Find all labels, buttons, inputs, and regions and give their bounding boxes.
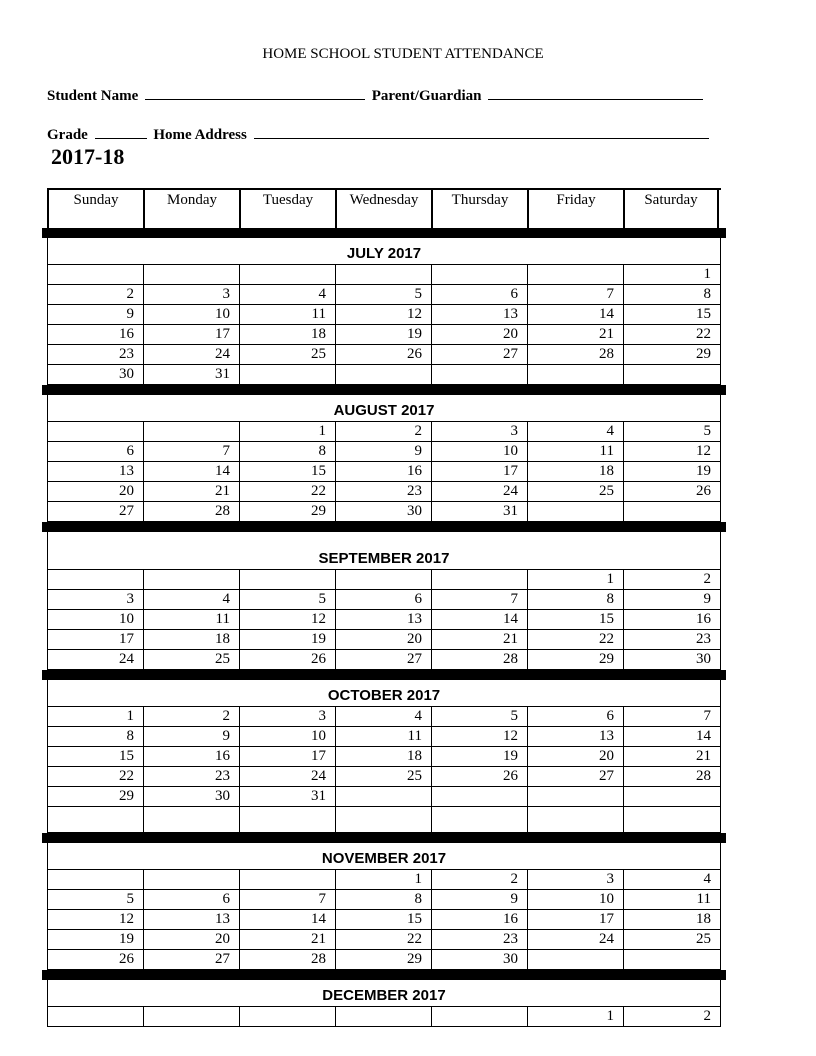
month-title: OCTOBER 2017 — [47, 680, 721, 707]
day-cell[interactable] — [623, 787, 721, 806]
weekday-header: Friday — [527, 190, 623, 228]
day-cell[interactable]: 23 — [335, 482, 431, 501]
day-cell[interactable]: 25 — [143, 650, 239, 669]
day-cell[interactable] — [335, 807, 431, 832]
day-cell[interactable] — [143, 870, 239, 889]
day-cell[interactable]: 17 — [143, 325, 239, 344]
day-cell[interactable]: 5 — [335, 285, 431, 304]
day-cell[interactable]: 4 — [143, 590, 239, 609]
day-cell[interactable]: 29 — [335, 950, 431, 969]
day-cell[interactable]: 18 — [527, 462, 623, 481]
week-row — [47, 442, 721, 462]
parent-guardian-label: Parent/Guardian — [371, 88, 482, 104]
day-cell[interactable]: 6 — [527, 707, 623, 726]
day-cell[interactable]: 14 — [431, 610, 527, 629]
day-cell[interactable] — [47, 807, 143, 832]
page-title: HOME SCHOOL STUDENT ATTENDANCE — [262, 46, 544, 62]
school-year: 2017-18 — [51, 144, 125, 169]
day-cell[interactable]: 13 — [143, 910, 239, 929]
day-cell[interactable]: 18 — [239, 325, 335, 344]
day-cell[interactable] — [527, 787, 623, 806]
day-cell[interactable]: 24 — [143, 345, 239, 364]
day-cell[interactable]: 2 — [47, 285, 143, 304]
week-row — [47, 590, 721, 610]
day-cell[interactable] — [527, 807, 623, 832]
day-cell[interactable]: 20 — [431, 325, 527, 344]
day-cell[interactable]: 17 — [431, 462, 527, 481]
day-cell[interactable]: 15 — [623, 305, 721, 324]
day-cell[interactable]: 6 — [143, 890, 239, 909]
day-cell[interactable]: 8 — [527, 590, 623, 609]
week-row — [47, 325, 721, 345]
day-cell[interactable]: 29 — [239, 502, 335, 521]
day-cell[interactable] — [47, 870, 143, 889]
day-cell[interactable]: 26 — [47, 950, 143, 969]
day-cell[interactable]: 15 — [47, 747, 143, 766]
day-cell[interactable]: 31 — [239, 787, 335, 806]
week-row — [47, 747, 721, 767]
day-cell[interactable] — [143, 265, 239, 284]
student-name-field[interactable] — [145, 86, 365, 100]
day-cell[interactable]: 28 — [527, 345, 623, 364]
day-cell[interactable]: 19 — [335, 325, 431, 344]
day-cell[interactable]: 1 — [47, 707, 143, 726]
day-cell[interactable]: 14 — [623, 727, 721, 746]
week-row — [47, 707, 721, 727]
day-cell[interactable] — [623, 807, 721, 832]
day-cell[interactable]: 3 — [527, 870, 623, 889]
day-cell[interactable]: 10 — [239, 727, 335, 746]
day-cell[interactable]: 12 — [431, 727, 527, 746]
day-cell[interactable]: 15 — [239, 462, 335, 481]
day-cell[interactable]: 9 — [143, 727, 239, 746]
grade-row — [47, 125, 712, 144]
day-cell[interactable]: 30 — [623, 650, 721, 669]
week-row — [47, 422, 721, 442]
day-cell[interactable] — [143, 422, 239, 441]
day-cell[interactable] — [623, 950, 721, 969]
day-cell[interactable]: 23 — [623, 630, 721, 649]
day-cell[interactable]: 1 — [527, 1007, 623, 1026]
day-cell[interactable]: 29 — [623, 345, 721, 364]
week-row — [47, 930, 721, 950]
month-divider-bar — [42, 833, 726, 843]
day-cell[interactable]: 1 — [527, 570, 623, 589]
home-address-field[interactable] — [254, 125, 709, 139]
day-cell[interactable]: 22 — [239, 482, 335, 501]
week-row — [47, 910, 721, 930]
day-cell[interactable]: 14 — [143, 462, 239, 481]
day-cell[interactable]: 2 — [623, 1007, 721, 1026]
day-cell[interactable] — [431, 807, 527, 832]
day-cell[interactable]: 10 — [143, 305, 239, 324]
day-cell[interactable]: 29 — [47, 787, 143, 806]
week-row — [47, 890, 721, 910]
day-cell[interactable]: 30 — [335, 502, 431, 521]
day-cell[interactable]: 26 — [431, 767, 527, 786]
month-divider-bar — [42, 670, 726, 680]
day-cell[interactable] — [431, 1007, 527, 1026]
day-cell[interactable]: 1 — [335, 870, 431, 889]
day-cell[interactable]: 13 — [335, 610, 431, 629]
week-row — [47, 787, 721, 807]
day-cell[interactable]: 20 — [527, 747, 623, 766]
day-cell[interactable]: 18 — [623, 910, 721, 929]
weekday-header: Wednesday — [335, 190, 431, 228]
day-cell[interactable] — [47, 265, 143, 284]
week-row — [47, 502, 721, 522]
day-cell[interactable]: 12 — [335, 305, 431, 324]
day-cell[interactable]: 2 — [623, 570, 721, 589]
day-cell[interactable]: 27 — [335, 650, 431, 669]
day-cell[interactable] — [431, 365, 527, 384]
day-cell[interactable] — [143, 570, 239, 589]
day-cell[interactable]: 19 — [431, 747, 527, 766]
day-cell[interactable] — [335, 265, 431, 284]
day-cell[interactable]: 19 — [47, 930, 143, 949]
day-cell[interactable]: 13 — [47, 462, 143, 481]
student-name-label: Student Name — [47, 88, 139, 104]
day-cell[interactable] — [431, 265, 527, 284]
day-cell[interactable] — [527, 950, 623, 969]
day-cell[interactable]: 24 — [527, 930, 623, 949]
weekday-header-row — [47, 188, 721, 228]
day-cell[interactable] — [47, 422, 143, 441]
weekday-header: Monday — [143, 190, 239, 228]
day-cell[interactable]: 17 — [527, 910, 623, 929]
day-cell[interactable]: 22 — [527, 630, 623, 649]
day-cell[interactable]: 27 — [47, 502, 143, 521]
week-row — [47, 807, 721, 833]
day-cell[interactable]: 2 — [335, 422, 431, 441]
day-cell[interactable] — [623, 502, 721, 521]
day-cell[interactable]: 4 — [239, 285, 335, 304]
day-cell[interactable]: 24 — [239, 767, 335, 786]
day-cell[interactable]: 9 — [47, 305, 143, 324]
day-cell[interactable]: 30 — [431, 950, 527, 969]
day-cell[interactable]: 18 — [335, 747, 431, 766]
day-cell[interactable] — [239, 365, 335, 384]
day-cell[interactable]: 3 — [239, 707, 335, 726]
day-cell[interactable]: 2 — [143, 707, 239, 726]
day-cell[interactable]: 20 — [47, 482, 143, 501]
day-cell[interactable] — [239, 870, 335, 889]
week-row — [47, 462, 721, 482]
week-row — [47, 727, 721, 747]
day-cell[interactable]: 5 — [47, 890, 143, 909]
day-cell[interactable]: 19 — [239, 630, 335, 649]
day-cell[interactable]: 10 — [431, 442, 527, 461]
day-cell[interactable]: 14 — [527, 305, 623, 324]
week-row — [47, 305, 721, 325]
day-cell[interactable]: 9 — [335, 442, 431, 461]
day-cell[interactable]: 16 — [335, 462, 431, 481]
day-cell[interactable]: 28 — [623, 767, 721, 786]
week-row — [47, 265, 721, 285]
day-cell[interactable]: 11 — [239, 305, 335, 324]
day-cell[interactable]: 12 — [239, 610, 335, 629]
day-cell[interactable] — [239, 570, 335, 589]
day-cell[interactable]: 25 — [623, 930, 721, 949]
day-cell[interactable]: 21 — [431, 630, 527, 649]
day-cell[interactable]: 16 — [143, 747, 239, 766]
day-cell[interactable]: 12 — [47, 910, 143, 929]
day-cell[interactable]: 11 — [335, 727, 431, 746]
day-cell[interactable] — [143, 807, 239, 832]
day-cell[interactable]: 27 — [143, 950, 239, 969]
day-cell[interactable]: 29 — [527, 650, 623, 669]
day-cell[interactable]: 4 — [335, 707, 431, 726]
day-cell[interactable]: 20 — [335, 630, 431, 649]
day-cell[interactable]: 19 — [623, 462, 721, 481]
day-cell[interactable]: 23 — [431, 930, 527, 949]
day-cell[interactable]: 5 — [431, 707, 527, 726]
day-cell[interactable]: 22 — [47, 767, 143, 786]
day-cell[interactable]: 9 — [623, 590, 721, 609]
day-cell[interactable]: 7 — [623, 707, 721, 726]
grade-label: Grade — [47, 127, 88, 143]
day-cell[interactable]: 30 — [143, 787, 239, 806]
week-row — [47, 345, 721, 365]
parent-guardian-field[interactable] — [488, 86, 703, 100]
day-cell[interactable]: 23 — [143, 767, 239, 786]
week-row — [47, 870, 721, 890]
day-cell[interactable] — [47, 570, 143, 589]
day-cell[interactable]: 26 — [623, 482, 721, 501]
day-cell[interactable]: 9 — [431, 890, 527, 909]
day-cell[interactable] — [335, 570, 431, 589]
day-cell[interactable]: 15 — [527, 610, 623, 629]
day-cell[interactable]: 23 — [47, 345, 143, 364]
day-cell[interactable]: 18 — [143, 630, 239, 649]
day-cell[interactable]: 3 — [143, 285, 239, 304]
day-cell[interactable] — [335, 1007, 431, 1026]
weekday-header: Saturday — [623, 190, 719, 228]
week-row — [47, 950, 721, 970]
month-divider-bar — [42, 970, 726, 980]
months-container — [47, 228, 721, 1027]
day-cell[interactable]: 27 — [431, 345, 527, 364]
day-cell[interactable] — [623, 365, 721, 384]
week-row — [47, 482, 721, 502]
day-cell[interactable] — [527, 265, 623, 284]
day-cell[interactable]: 5 — [239, 590, 335, 609]
day-cell[interactable]: 28 — [431, 650, 527, 669]
day-cell[interactable]: 1 — [623, 265, 721, 284]
week-row — [47, 1007, 721, 1027]
day-cell[interactable]: 12 — [623, 442, 721, 461]
day-cell[interactable] — [431, 570, 527, 589]
day-cell[interactable] — [47, 1007, 143, 1026]
day-cell[interactable]: 3 — [431, 422, 527, 441]
day-cell[interactable]: 22 — [623, 325, 721, 344]
day-cell[interactable]: 6 — [431, 285, 527, 304]
month-divider-bar — [42, 522, 726, 532]
day-cell[interactable]: 28 — [239, 950, 335, 969]
day-cell[interactable]: 28 — [143, 502, 239, 521]
day-cell[interactable]: 11 — [143, 610, 239, 629]
day-cell[interactable]: 20 — [143, 930, 239, 949]
day-cell[interactable]: 11 — [623, 890, 721, 909]
day-cell[interactable]: 13 — [431, 305, 527, 324]
day-cell[interactable]: 7 — [143, 442, 239, 461]
weekday-header: Sunday — [47, 190, 143, 228]
week-row — [47, 610, 721, 630]
day-cell[interactable]: 21 — [527, 325, 623, 344]
day-cell[interactable]: 17 — [47, 630, 143, 649]
grade-field[interactable] — [95, 125, 147, 139]
month-divider-bar — [42, 228, 726, 238]
day-cell[interactable] — [239, 1007, 335, 1026]
day-cell[interactable]: 6 — [335, 590, 431, 609]
day-cell[interactable]: 26 — [335, 345, 431, 364]
weekday-header: Thursday — [431, 190, 527, 228]
day-cell[interactable]: 14 — [239, 910, 335, 929]
day-cell[interactable]: 11 — [527, 442, 623, 461]
day-cell[interactable]: 30 — [47, 365, 143, 384]
day-cell[interactable]: 16 — [623, 610, 721, 629]
day-cell[interactable]: 25 — [335, 767, 431, 786]
week-row — [47, 630, 721, 650]
day-cell[interactable]: 17 — [239, 747, 335, 766]
day-cell[interactable]: 8 — [239, 442, 335, 461]
day-cell[interactable]: 16 — [431, 910, 527, 929]
weekday-header: Tuesday — [239, 190, 335, 228]
day-cell[interactable]: 10 — [527, 890, 623, 909]
day-cell[interactable]: 31 — [431, 502, 527, 521]
day-cell[interactable]: 1 — [239, 422, 335, 441]
day-cell[interactable]: 26 — [239, 650, 335, 669]
day-cell[interactable]: 8 — [47, 727, 143, 746]
day-cell[interactable]: 8 — [335, 890, 431, 909]
day-cell[interactable]: 22 — [335, 930, 431, 949]
day-cell[interactable]: 7 — [527, 285, 623, 304]
month-title: AUGUST 2017 — [47, 395, 721, 422]
attendance-calendar — [47, 188, 721, 1027]
day-cell[interactable]: 16 — [47, 325, 143, 344]
day-cell[interactable]: 8 — [623, 285, 721, 304]
week-row — [47, 570, 721, 590]
day-cell[interactable]: 25 — [239, 345, 335, 364]
day-cell[interactable] — [335, 365, 431, 384]
month-title: NOVEMBER 2017 — [47, 843, 721, 870]
day-cell[interactable] — [143, 1007, 239, 1026]
day-cell[interactable]: 6 — [47, 442, 143, 461]
day-cell[interactable]: 24 — [47, 650, 143, 669]
day-cell[interactable] — [239, 265, 335, 284]
day-cell[interactable]: 27 — [527, 767, 623, 786]
day-cell[interactable]: 15 — [335, 910, 431, 929]
day-cell[interactable]: 3 — [47, 590, 143, 609]
day-cell[interactable]: 4 — [623, 870, 721, 889]
day-cell[interactable]: 21 — [143, 482, 239, 501]
day-cell[interactable]: 7 — [239, 890, 335, 909]
week-row — [47, 650, 721, 670]
day-cell[interactable]: 5 — [623, 422, 721, 441]
month-title: JULY 2017 — [47, 238, 721, 265]
day-cell[interactable]: 10 — [47, 610, 143, 629]
day-cell[interactable] — [527, 502, 623, 521]
week-row — [47, 365, 721, 385]
day-cell[interactable]: 31 — [143, 365, 239, 384]
day-cell[interactable]: 7 — [431, 590, 527, 609]
day-cell[interactable]: 13 — [527, 727, 623, 746]
name-row — [47, 86, 706, 105]
day-cell[interactable]: 24 — [431, 482, 527, 501]
month-divider-bar — [42, 385, 726, 395]
week-row — [47, 767, 721, 787]
day-cell[interactable] — [431, 787, 527, 806]
day-cell[interactable]: 25 — [527, 482, 623, 501]
day-cell[interactable] — [527, 365, 623, 384]
day-cell[interactable]: 4 — [527, 422, 623, 441]
day-cell[interactable]: 21 — [239, 930, 335, 949]
day-cell[interactable] — [335, 787, 431, 806]
day-cell[interactable]: 2 — [431, 870, 527, 889]
home-address-label: Home Address — [153, 127, 247, 143]
month-title: DECEMBER 2017 — [47, 980, 721, 1007]
day-cell[interactable] — [239, 807, 335, 832]
week-row — [47, 285, 721, 305]
month-title: SEPTEMBER 2017 — [47, 532, 721, 570]
day-cell[interactable]: 21 — [623, 747, 721, 766]
